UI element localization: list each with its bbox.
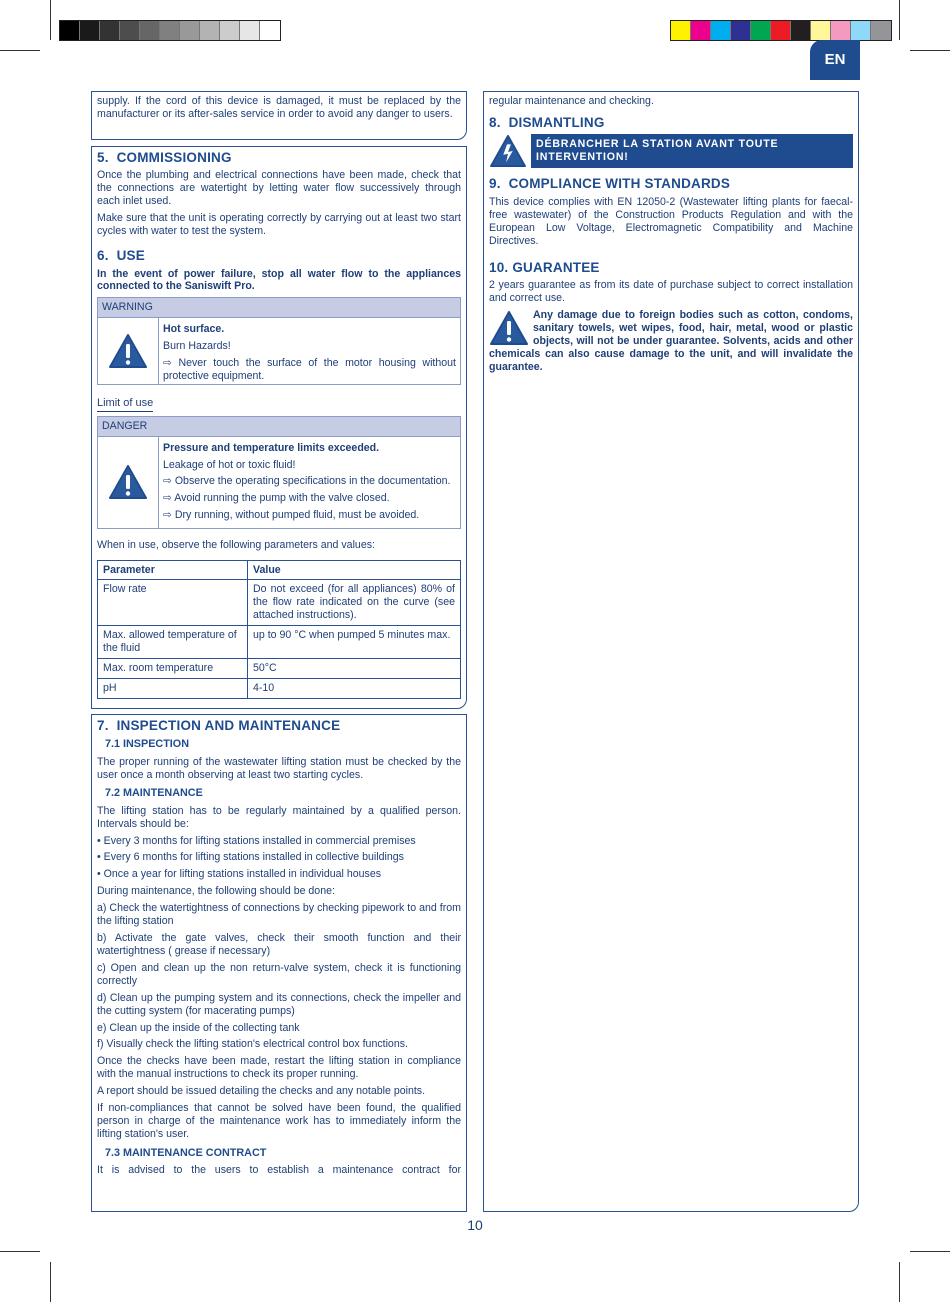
color-swatch [671,21,691,40]
limit-of-use-label: Limit of use [97,397,153,411]
language-label: EN [824,50,846,68]
maintenance-intro: The lifting station has to be regularly maintained by a qualified person. Intervals should be: [97,804,461,830]
crop-mark [0,1251,40,1252]
inspection-text: The proper running of the wastewater lifting station must be checked by the user once a month observing at least two starting cycles. [97,755,461,781]
section-7-box [91,714,467,1212]
color-swatch [811,21,831,40]
commissioning-paragraph-1: Once the plumbing and electrical connections have been made, check that the connections are watertight by letting water flow successively through each inlet used. [97,169,461,208]
color-swatch [751,21,771,40]
list-item: d) Clean up the pumping system and its connections, check the impeller and the cutting system (for macerating pumps) [97,991,461,1017]
table-row [98,626,461,659]
maintenance-during: During maintenance, the following should be done: [97,885,335,898]
continuation-text: supply. If the cord of this device is damaged, it must be replaced by the manufacturer or its after-sales service in order to avoid any danger to users. [97,95,461,120]
table-header-value: Value [248,560,461,580]
parameters-table [97,560,461,699]
color-swatch [240,21,260,40]
color-swatch [160,21,180,40]
color-swatch [260,21,280,40]
danger-line-1: Leakage of hot or toxic fluid! [163,458,296,471]
color-swatch [691,21,711,40]
continuation-line: regular maintenance and checking. [489,95,654,107]
color-swatch [791,21,811,40]
danger-triangle-icon [108,464,148,500]
color-swatch [771,21,791,40]
color-swatch [831,21,851,40]
table-cell: Max. room temperature [98,659,248,679]
section-7-1-heading: 7.1 INSPECTION [105,738,189,751]
commissioning-paragraph-2: Make sure that the unit is operating correctly by carrying out at least two start cycles with water to test the system. [97,212,461,238]
table-header-parameter: Parameter [98,560,248,580]
electrical-hazard-icon [489,134,527,168]
table-row [98,679,461,699]
danger-line-4: ⇨ Dry running, without pumped fluid, must be avoided. [163,509,420,522]
list-item: • Every 6 months for lifting stations installed in collective buildings [97,851,404,864]
section-5-heading: 5. COMMISSIONING [97,150,232,165]
warning-title: Hot surface. [163,323,225,336]
color-swatch [200,21,220,40]
guarantee-warning-text: Any damage due to foreign bodies such as cotton, condoms, sanitary towels, wet wipes, food, hair, metal, wood or plastic objects, will not be under guarantee. Solvents, acids and other chemicals can also cause damage to the unit, and will invalidate the guarantee. [489,308,853,373]
warning-label: WARNING [97,297,461,318]
color-swatch [120,21,140,40]
warning-line-2: ⇨ Never touch the surface of the motor housing without protective equipment. [163,357,456,383]
list-item: a) Check the watertightness of connections by checking pipework to and from the lifting station [97,902,461,928]
section-7-2-heading: 7.2 MAINTENANCE [105,787,203,800]
grayscale-calibration-bar [59,20,281,41]
color-swatch [100,21,120,40]
section-9-heading: 9. COMPLIANCE WITH STANDARDS [489,176,731,192]
section-7-3-heading: 7.3 MAINTENANCE CONTRACT [105,1146,267,1159]
section-7-heading: 7. INSPECTION AND MAINTENANCE [97,718,341,733]
list-item: f) Visually check the lifting station's electrical control box functions. [97,1038,408,1051]
dismantling-banner: DÉBRANCHER LA STATION AVANT TOUTE INTERVENTION! [531,134,853,168]
warning-panel [97,297,461,385]
danger-panel [97,416,461,529]
right-column-box [483,91,859,1212]
after-checks-text: Once the checks have been made, restart the lifting station in compliance with the manual instructions to check its proper running. [97,1055,461,1081]
guarantee-text: 2 years guarantee as from its date of purchase subject to correct installation and correct use. [489,279,853,304]
crop-mark [910,1251,950,1252]
dismantling-warning [489,134,853,168]
crop-mark [0,50,40,51]
continuation-box [91,91,467,140]
table-cell: 50°C [248,659,461,679]
list-item: b) Activate the gate valves, check their smooth function and their watertightness ( grease if necessary) [97,932,461,957]
danger-label: DANGER [97,416,461,437]
sections-5-6-box [91,146,467,709]
table-cell: pH [98,679,248,699]
color-calibration-bar [670,20,892,41]
list-item: c) Open and clean up the non return-valve system, check it is functioning correctly [97,961,461,987]
table-row [98,659,461,679]
section-8-heading: 8. DISMANTLING [489,114,605,130]
table-cell: up to 90 °C when pumped 5 minutes max. [248,626,461,659]
warning-triangle-icon [108,333,148,369]
danger-line-2: ⇨ Observe the operating specifications in the documentation. [163,475,451,488]
color-swatch [851,21,871,40]
color-swatch [60,21,80,40]
non-compliance-text: If non-compliances that cannot be solved have been found, the qualified person in charge of the maintenance work has to immediately inform the lifting station's user. [97,1102,461,1141]
color-swatch [871,21,891,40]
color-swatch [731,21,751,40]
table-row [98,580,461,626]
compliance-text: This device complies with EN 12050-2 (Wastewater lifting plants for faecal-free wastewater) of the Construction Products Regulation and with the European Low Voltage, Electromagnetic Compatibility and Machine Directives. [489,195,853,247]
color-swatch [80,21,100,40]
crop-mark [899,1262,900,1302]
section-6-heading: 6. USE [97,248,145,264]
warning-line-1: Burn Hazards! [163,340,231,353]
warning-triangle-icon [489,310,529,346]
danger-line-3: ⇨ Avoid running the pump with the valve closed. [163,492,390,505]
table-cell: 4-10 [248,679,461,699]
crop-mark [50,1262,51,1302]
crop-mark [50,0,51,40]
color-swatch [180,21,200,40]
list-item: e) Clean up the inside of the collecting tank [97,1021,300,1034]
page-number: 10 [467,1217,483,1233]
language-tab [810,40,860,80]
table-intro: When in use, observe the following parameters and values: [97,538,375,551]
table-cell: Do not exceed (for all appliances) 80% of the flow rate indicated on the curve (see attached instructions). [248,580,461,626]
table-cell: Max. allowed temperature of the fluid [98,626,248,659]
guarantee-warning [489,309,853,374]
crop-mark [910,50,950,51]
danger-title: Pressure and temperature limits exceeded. [163,441,380,454]
maintenance-contract-text: It is advised to the users to establish a maintenance contract for [97,1164,461,1177]
use-intro: In the event of power failure, stop all water flow to the appliances connected to the Saniswift Pro. [97,267,461,293]
section-10-heading: 10. GUARANTEE [489,259,600,275]
list-item: • Every 3 months for lifting stations installed in commercial premises [97,834,416,847]
table-cell: Flow rate [98,580,248,626]
crop-mark [899,0,900,40]
list-item: • Once a year for lifting stations installed in individual houses [97,868,382,881]
color-swatch [711,21,731,40]
report-text: A report should be issued detailing the checks and any notable points. [97,1085,426,1098]
color-swatch [140,21,160,40]
color-swatch [220,21,240,40]
